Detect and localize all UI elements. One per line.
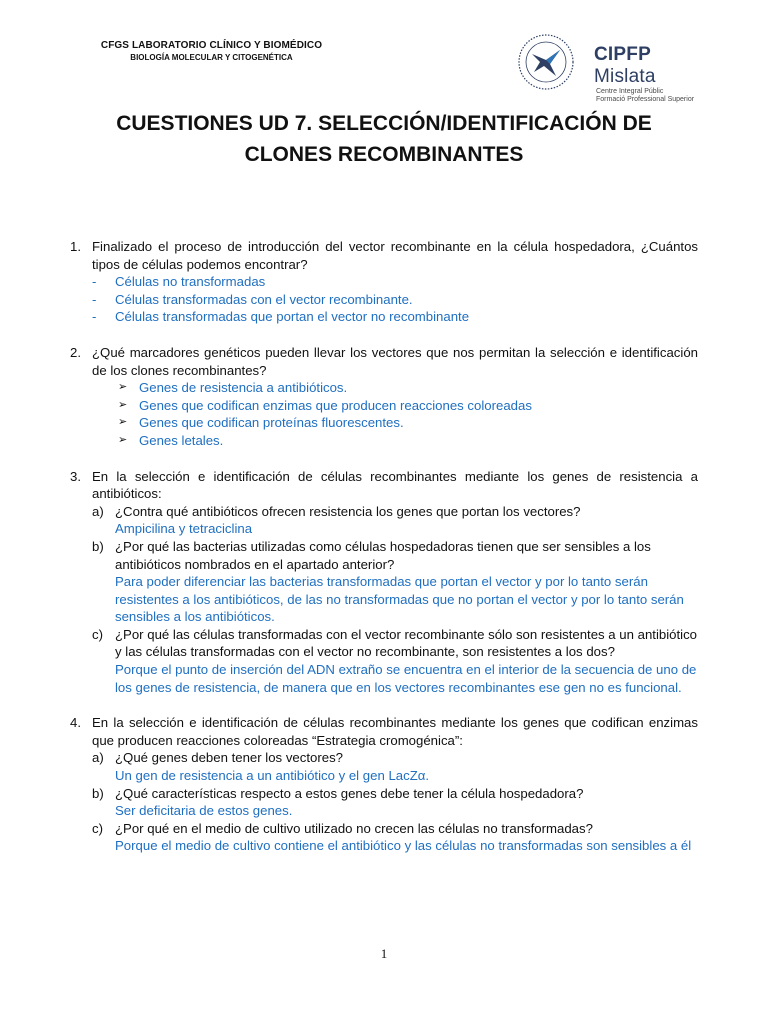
- brand-subtitle-1: Centre Integral Públic: [596, 88, 664, 95]
- question-4: [70, 714, 698, 855]
- answer-text: Para poder diferenciar las bacterias transformadas que portan el vector y por lo tanto serán resistentes a los antibióticos, de las no transformadas que no portan el vector y por lo tanto serán sensibles a los antibióticos.: [115, 574, 684, 625]
- answer-text: Genes que codifican enzimas que producen reacciones coloreadas: [139, 397, 532, 413]
- sub-question-text: ¿Qué características respecto a estos genes debe tener la célula hospedadora?: [115, 785, 584, 801]
- arrow-bullet-icon: ➢: [118, 398, 128, 411]
- question-number: 3.: [70, 468, 81, 484]
- answer-text: Células transformadas que portan el vector no recombinante: [115, 309, 470, 325]
- list-item: [92, 397, 698, 415]
- sub-letter: c): [92, 820, 103, 836]
- document-header: [84, 40, 339, 62]
- brand-name: [594, 44, 706, 88]
- question-number: 4.: [70, 715, 81, 731]
- page-title: [60, 108, 708, 170]
- question-number: 1.: [70, 239, 81, 254]
- answer-text: Genes que codifican proteínas fluorescentes.: [139, 415, 404, 431]
- answer-text: Genes letales.: [139, 432, 224, 448]
- answer-text: Ampicilina y tetraciclina: [115, 521, 253, 537]
- answer-text: Porque el medio de cultivo contiene el antibiótico y las células no transformadas son sensibles a él: [115, 838, 692, 854]
- list-item: - Células transformadas con el vector recombinante.: [92, 291, 413, 307]
- sub-question-a: [92, 749, 698, 784]
- list-item: - Células transformadas que portan el vector no recombinante: [92, 309, 470, 325]
- sub-letter: c): [92, 626, 103, 642]
- question-text: Finalizado el proceso de introducción del vector recombinante en la célula hospedadora, ¿Cuántos tipos de células podemos encontrar?: [92, 239, 698, 272]
- question-text: En la selección e identificación de células recombinantes mediante los genes de resistencia a antibióticos:: [92, 468, 698, 502]
- arrow-bullet-icon: ➢: [118, 416, 128, 429]
- sub-question-text: ¿Por qué en el medio de cultivo utilizado no crecen las células no transformadas?: [115, 820, 593, 836]
- page-number: 1: [380, 946, 388, 961]
- sub-question-a: [92, 503, 698, 538]
- sub-question-c: [92, 626, 698, 696]
- brand-prefix: CIPFP: [594, 44, 651, 65]
- questions-list: [70, 238, 698, 873]
- title-line-2: CLONES RECOMBINANTES: [244, 143, 524, 166]
- question-text: ¿Qué marcadores genéticos pueden llevar los vectores que nos permitan la selección e identificación de los clones recombinantes?: [92, 344, 698, 378]
- sub-letter: a): [92, 503, 104, 519]
- sub-question-b: [92, 538, 698, 626]
- sub-question-text: ¿Qué genes deben tener los vectores?: [115, 750, 343, 766]
- question-3: [70, 468, 698, 697]
- header-course: CFGS LABORATORIO CLÍNICO Y BIOMÉDICO: [100, 40, 323, 51]
- header-subject: BIOLOGÍA MOLECULAR Y CITOGENÉTICA: [130, 53, 293, 62]
- sub-question-c: [92, 820, 698, 855]
- brand-block: [594, 44, 706, 104]
- question-number: 2.: [70, 344, 81, 360]
- sub-question-b: [92, 785, 698, 820]
- answer-text: Genes de resistencia a antibióticos.: [139, 380, 348, 396]
- list-item: - Células no transformadas: [92, 274, 266, 290]
- arrow-bullet-icon: ➢: [118, 381, 128, 394]
- answer-text: Un gen de resistencia a un antibiótico y el gen LacZα.: [115, 768, 430, 784]
- sub-question-text: ¿Contra qué antibióticos ofrecen resistencia los genes que portan los vectores?: [115, 503, 581, 519]
- answer-text: Porque el punto de inserción del ADN extraño se encuentra en el interior de la secuencia de uno de los genes de resistencia, de manera que en los vectores recombinantes ese gen no es funcional.: [115, 662, 697, 695]
- title-line-1: CUESTIONES UD 7. SELECCIÓN/IDENTIFICACIÓN DE: [116, 112, 652, 135]
- arrow-bullet-icon: ➢: [118, 433, 128, 446]
- answer-text: Ser deficitaria de estos genes.: [115, 803, 293, 819]
- sub-question-text: ¿Por qué las células transformadas con el vector recombinante sólo son resistentes a un antibiótico y las células transformadas con el vector no recombinante, son resistentes a los dos?: [115, 626, 698, 660]
- answer-text: Células no transformadas: [115, 274, 266, 290]
- seal-logo-icon: [516, 32, 576, 92]
- list-item: [92, 432, 698, 450]
- question-2: [70, 344, 698, 450]
- question-text: En la selección e identificación de células recombinantes mediante los genes que codifican enzimas que producen reacciones coloreadas “Estrategia cromogénica”:: [92, 715, 698, 748]
- institution-logo: [516, 32, 706, 103]
- sub-letter: b): [92, 785, 104, 801]
- list-item: [92, 414, 698, 432]
- brand-suffix: Mislata: [594, 66, 656, 87]
- sub-question-text: ¿Por qué las bacterias utilizadas como células hospedadoras tienen que ser sensibles a los antibióticos nombrados en el apartado anterior?: [115, 538, 651, 572]
- list-item: [92, 379, 698, 397]
- sub-letter: b): [92, 538, 104, 554]
- question-1: [70, 238, 698, 326]
- brand-subtitle-2: Formació Professional Superior: [596, 96, 695, 103]
- sub-letter: a): [92, 750, 104, 766]
- answer-text: Células transformadas con el vector recombinante.: [115, 291, 413, 307]
